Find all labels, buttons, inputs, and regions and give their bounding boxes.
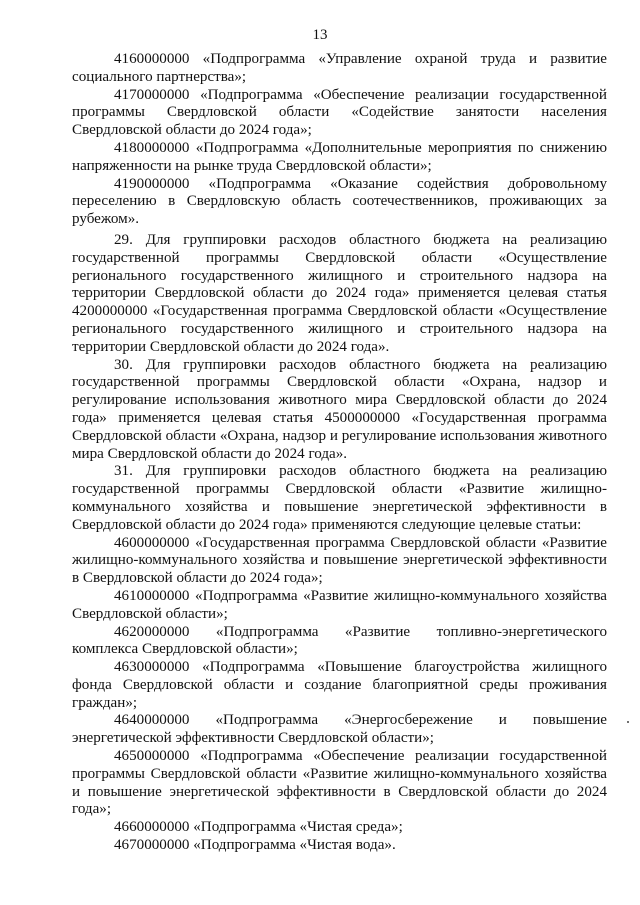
paragraph-subprogram-4630000000: 4630000000 «Подпрограмма «Повышение благоустройства жилищного фонда Свердловской области и создание благоприятной среды проживания граждан»; [72, 659, 607, 711]
paragraph-subprogram-4170000000: 4170000000 «Подпрограмма «Обеспечение реализации государственной программы Свердловской области «Содействие занятости населения Свердловской области до 2024 года»; [72, 86, 607, 139]
paragraph-subprogram-4620000000: 4620000000 «Подпрограмма «Развитие топливно-энергетического комплекса Свердловской области»; [72, 623, 607, 658]
paragraph-subprogram-4650000000: 4650000000 «Подпрограмма «Обеспечение реализации государственной программы Свердловской области «Развитие жилищно-коммунального хозяйства и повышение энергетической эффективности в Свердловской области до 2024 года»; [72, 748, 607, 818]
paragraph-subprogram-4190000000: 4190000000 «Подпрограмма «Оказание содействия добровольному переселению в Свердловскую область соотечественников, проживающих за рубежом». [72, 175, 607, 228]
paragraph-subprogram-4670000000: 4670000000 «Подпрограмма «Чистая вода». [114, 837, 396, 854]
page-number: 13 [312, 27, 328, 43]
paragraph-item-30: 30. Для группировки расходов областного бюджета на реализацию государственной программы Свердловской области «Охрана, надзор и регулирование использования животного мира Свердловской области до 2024 года» применяется целевая статья 4500000000 «Государственная программа Свердловской области «Охрана, надзор и регулирование использования животного мира Свердловской области до 2024 года». [72, 356, 607, 462]
paragraph-program-4600000000: 4600000000 «Государственная программа Свердловской области «Развитие жилищно-коммунального хозяйства и повышение энергетической эффективности в Свердловской области до 2024 года»; [72, 534, 607, 587]
paragraph-subprogram-4160000000: 4160000000 «Подпрограмма «Управление охраной труда и развитие социального партнерства»; [72, 51, 607, 85]
paragraph-subprogram-4640000000: 4640000000 «Подпрограмма «Энергосбережение и повышение энергетической эффективности Свердловской области»; [72, 712, 607, 747]
paragraph-subprogram-4660000000: 4660000000 «Подпрограмма «Чистая среда»; [114, 819, 403, 836]
paragraph-subprogram-4610000000: 4610000000 «Подпрограмма «Развитие жилищно-коммунального хозяйства Свердловской области»; [72, 587, 607, 622]
scan-speck [627, 721, 629, 723]
paragraph-item-31: 31. Для группировки расходов областного бюджета на реализацию государственной программы Свердловской области «Развитие жилищно-коммунального хозяйства и повышение энергетической эффективности в Свердловской области до 2024 года» применяются следующие целевые статьи: [72, 463, 607, 533]
paragraph-item-29: 29. Для группировки расходов областного бюджета на реализацию государственной программы Свердловской области «Осуществление регионального государственного жилищного и строительного надзора на территории Свердловской области до 2024 года» применяется целевая статья 4200000000 «Государственная программа Свердловской области «Осуществление регионального государственного жилищного и строительного надзора на территории Свердловской области до 2024 года». [72, 231, 607, 355]
paragraph-subprogram-4180000000: 4180000000 «Подпрограмма «Дополнительные мероприятия по снижению напряженности на рынке труда Свердловской области»; [72, 139, 607, 174]
document-body [72, 51, 607, 855]
